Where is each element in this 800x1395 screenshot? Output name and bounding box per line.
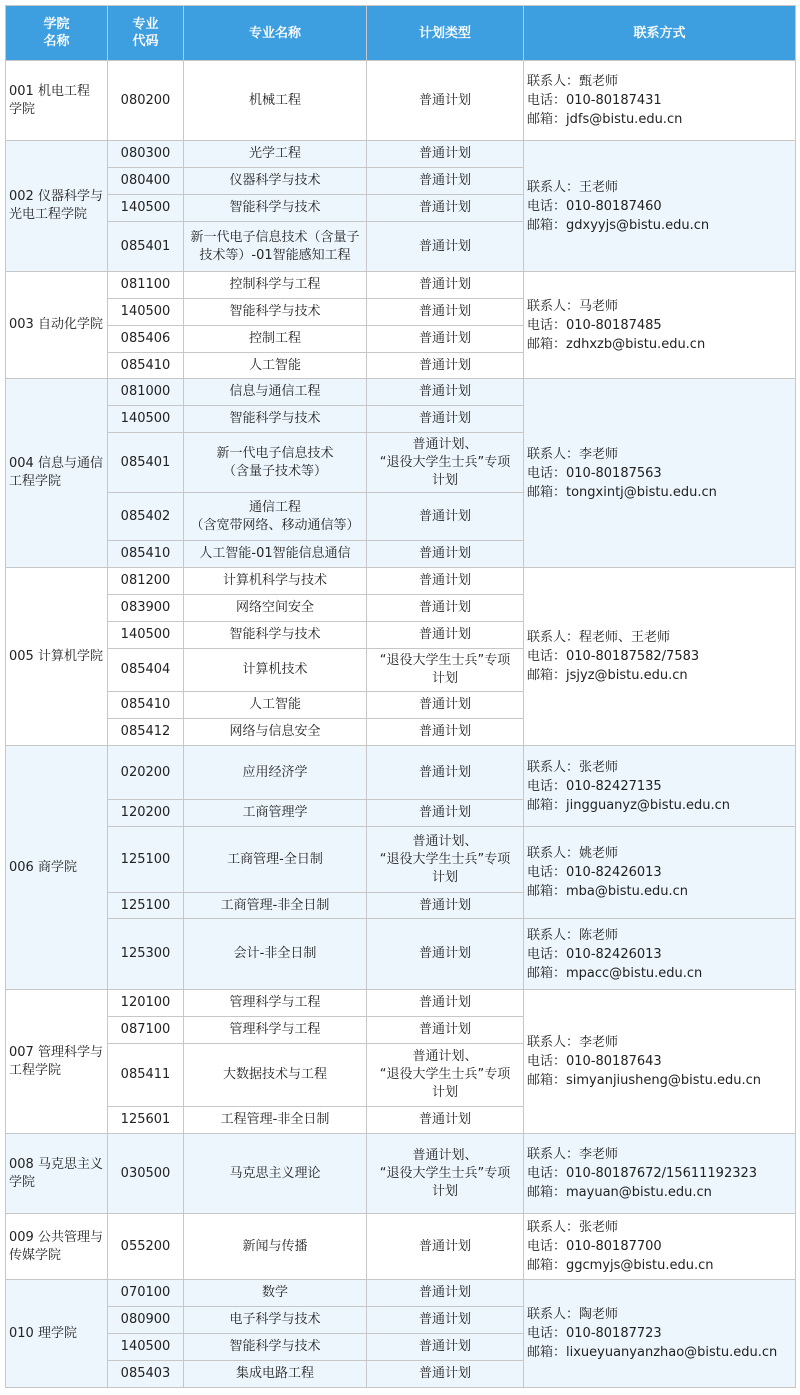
contact-phone: 电话：010-80187582/7583	[527, 649, 700, 664]
header-row	[6, 6, 796, 61]
plan-type: 普通计划	[367, 1017, 524, 1044]
contact-phone: 电话：010-82426013	[527, 865, 662, 880]
major-code: 085412	[108, 719, 184, 746]
plan-type: 普通计划	[367, 272, 524, 299]
major-name: 新闻与传播	[184, 1214, 367, 1280]
plan-type: 普通计划	[367, 195, 524, 222]
plan-type: “退役大学生士兵”专项 计划	[367, 649, 524, 692]
major-code: 085403	[108, 1361, 184, 1388]
contact-info	[524, 746, 796, 827]
major-code: 140500	[108, 622, 184, 649]
contact-email[interactable]: 邮箱：gdxyyjs@bistu.edu.cn	[527, 217, 710, 233]
major-name: 工商管理学	[184, 800, 367, 827]
plan-type: 普通计划、 “退役大学生士兵”专项 计划	[367, 1044, 524, 1107]
plan-type: 普通计划	[367, 800, 524, 827]
contact-info	[524, 990, 796, 1134]
plan-type: 普通计划	[367, 168, 524, 195]
plan-type: 普通计划	[367, 541, 524, 568]
plan-type: 普通计划	[367, 622, 524, 649]
plan-type: 普通计划	[367, 1334, 524, 1361]
plan-type: 普通计划	[367, 61, 524, 141]
major-name: 马克思主义理论	[184, 1134, 367, 1214]
college-name: 003 自动化学院	[6, 272, 108, 379]
major-name: 管理科学与工程	[184, 990, 367, 1017]
contact-email[interactable]: 邮箱：mba@bistu.edu.cn	[527, 884, 688, 899]
major-code: 140500	[108, 1334, 184, 1361]
contact-info	[524, 1214, 796, 1280]
contact-email[interactable]: 邮箱：simyanjiusheng@bistu.edu.cn	[527, 1073, 762, 1088]
contact-email[interactable]: 邮箱：zdhxzb@bistu.edu.cn	[527, 336, 706, 352]
contact-person: 联系人：李老师	[527, 446, 619, 462]
major-name: 工商管理-全日制	[184, 827, 367, 893]
major-code: 085411	[108, 1044, 184, 1107]
major-name: 智能科学与技术	[184, 1334, 367, 1361]
contact-info	[524, 1280, 796, 1388]
contact-phone: 电话：010-80187460	[527, 198, 662, 214]
plan-type: 普通计划	[367, 1107, 524, 1134]
plan-type: 普通计划	[367, 379, 524, 406]
contact-person: 联系人：姚老师	[527, 846, 619, 861]
plan-type: 普通计划、 “退役大学生士兵”专项 计划	[367, 827, 524, 893]
table-row	[6, 746, 796, 800]
major-code: 085410	[108, 353, 184, 379]
contact-person: 联系人：张老师	[527, 759, 619, 775]
contact-email[interactable]: 邮箱：lixueyuanyanzhao@bistu.edu.cn	[527, 1345, 778, 1360]
table-row	[6, 1214, 796, 1280]
plan-type: 普通计划	[367, 326, 524, 353]
college-name: 006 商学院	[6, 746, 108, 990]
contact-email[interactable]: 邮箱：jsjyz@bistu.edu.cn	[527, 668, 688, 683]
major-name: 工商管理-非全日制	[184, 893, 367, 919]
contact-person: 联系人：张老师	[527, 1220, 619, 1235]
major-code: 081200	[108, 568, 184, 595]
college-name: 010 理学院	[6, 1280, 108, 1388]
major-code: 140500	[108, 406, 184, 433]
contact-phone: 电话：010-80187700	[527, 1239, 662, 1254]
contact-person: 联系人：李老师	[527, 1147, 619, 1162]
major-code: 081000	[108, 379, 184, 406]
major-name: 网络空间安全	[184, 595, 367, 622]
contact-phone: 电话：010-80187485	[527, 317, 662, 333]
plan-type: 普通计划	[367, 1361, 524, 1388]
table-row	[6, 272, 796, 299]
admissions-table	[5, 5, 796, 1388]
contact-person: 联系人：陈老师	[527, 927, 619, 943]
contact-info	[524, 568, 796, 746]
contact-phone: 电话：010-80187563	[527, 465, 662, 481]
header-code: 专业 代码	[108, 6, 184, 61]
major-code: 125100	[108, 827, 184, 893]
major-name: 机械工程	[184, 61, 367, 141]
major-name: 仪器科学与技术	[184, 168, 367, 195]
major-code: 085410	[108, 692, 184, 719]
major-code: 125100	[108, 893, 184, 919]
contact-person: 联系人：甄老师	[527, 74, 619, 89]
plan-type: 普通计划	[367, 493, 524, 541]
major-name: 通信工程 （含宽带网络、移动通信等）	[184, 493, 367, 541]
contact-info	[524, 1134, 796, 1214]
contact-email[interactable]: 邮箱：ggcmyjs@bistu.edu.cn	[527, 1258, 714, 1273]
contact-info	[524, 272, 796, 379]
major-code: 120200	[108, 800, 184, 827]
major-name: 新一代电子信息技术 （含量子技术等）	[184, 433, 367, 493]
table-row	[6, 141, 796, 168]
major-name: 计算机科学与技术	[184, 568, 367, 595]
table-row	[6, 1280, 796, 1307]
major-code: 085404	[108, 649, 184, 692]
table-row	[6, 827, 796, 893]
major-code: 055200	[108, 1214, 184, 1280]
contact-phone: 电话：010-82427135	[527, 778, 662, 794]
plan-type: 普通计划	[367, 1214, 524, 1280]
contact-phone: 电话：010-80187672/15611192323	[527, 1166, 758, 1181]
plan-type: 普通计划	[367, 222, 524, 272]
major-name: 网络与信息安全	[184, 719, 367, 746]
plan-type: 普通计划	[367, 141, 524, 168]
table-body	[6, 61, 796, 1388]
major-code: 080400	[108, 168, 184, 195]
major-name: 人工智能-01智能信息通信	[184, 541, 367, 568]
contact-email[interactable]: 邮箱：jingguanyz@bistu.edu.cn	[527, 797, 731, 813]
major-code: 080200	[108, 61, 184, 141]
contact-info	[524, 379, 796, 568]
major-code: 125300	[108, 919, 184, 990]
plan-type: 普通计划	[367, 692, 524, 719]
plan-type: 普通计划	[367, 719, 524, 746]
contact-email[interactable]: 邮箱：tongxintj@bistu.edu.cn	[527, 484, 717, 500]
contact-person: 联系人：马老师	[527, 298, 619, 314]
major-name: 光学工程	[184, 141, 367, 168]
major-code: 085406	[108, 326, 184, 353]
major-code: 140500	[108, 195, 184, 222]
plan-type: 普通计划	[367, 1307, 524, 1334]
college-name: 005 计算机学院	[6, 568, 108, 746]
contact-info	[524, 61, 796, 141]
college-name: 008 马克思主义 学院	[6, 1134, 108, 1214]
contact-phone: 电话：010-82426013	[527, 946, 662, 962]
plan-type: 普通计划	[367, 990, 524, 1017]
plan-type: 普通计划	[367, 568, 524, 595]
header-major: 专业名称	[184, 6, 367, 61]
plan-type: 普通计划、 “退役大学生士兵”专项 计划	[367, 433, 524, 493]
major-name: 新一代电子信息技术（含量子 技术等）-01智能感知工程	[184, 222, 367, 272]
major-code: 085401	[108, 222, 184, 272]
major-name: 控制工程	[184, 326, 367, 353]
plan-type: 普通计划	[367, 299, 524, 326]
plan-type: 普通计划	[367, 893, 524, 919]
college-name: 007 管理科学与 工程学院	[6, 990, 108, 1134]
major-code: 125601	[108, 1107, 184, 1134]
major-name: 控制科学与工程	[184, 272, 367, 299]
contact-email[interactable]: 邮箱：mpacc@bistu.edu.cn	[527, 965, 703, 981]
plan-type: 普通计划	[367, 919, 524, 990]
table-row	[6, 1134, 796, 1214]
major-code: 080300	[108, 141, 184, 168]
major-name: 应用经济学	[184, 746, 367, 800]
contact-person: 联系人：王老师	[527, 179, 619, 195]
major-name: 智能科学与技术	[184, 622, 367, 649]
contact-person: 联系人：陶老师	[527, 1307, 619, 1322]
contact-person: 联系人：程老师、王老师	[527, 630, 671, 645]
contact-info	[524, 141, 796, 272]
plan-type: 普通计划	[367, 406, 524, 433]
major-code: 085410	[108, 541, 184, 568]
plan-type: 普通计划	[367, 1280, 524, 1307]
major-name: 人工智能	[184, 353, 367, 379]
contact-info	[524, 827, 796, 919]
college-name: 004 信息与通信 工程学院	[6, 379, 108, 568]
table-row	[6, 990, 796, 1017]
major-name: 会计-非全日制	[184, 919, 367, 990]
major-code: 080900	[108, 1307, 184, 1334]
contact-email[interactable]: 邮箱：mayuan@bistu.edu.cn	[527, 1185, 712, 1200]
college-name: 001 机电工程 学院	[6, 61, 108, 141]
contact-person: 联系人：李老师	[527, 1035, 619, 1050]
major-name: 智能科学与技术	[184, 406, 367, 433]
major-name: 人工智能	[184, 692, 367, 719]
plan-type: 普通计划、 “退役大学生士兵”专项 计划	[367, 1134, 524, 1214]
major-name: 大数据技术与工程	[184, 1044, 367, 1107]
contact-phone: 电话：010-80187643	[527, 1054, 662, 1069]
major-code: 030500	[108, 1134, 184, 1214]
major-code: 085401	[108, 433, 184, 493]
contact-info	[524, 919, 796, 990]
major-name: 集成电路工程	[184, 1361, 367, 1388]
major-code: 070100	[108, 1280, 184, 1307]
college-name: 002 仪器科学与 光电工程学院	[6, 141, 108, 272]
major-code: 020200	[108, 746, 184, 800]
major-name: 智能科学与技术	[184, 299, 367, 326]
major-name: 电子科学与技术	[184, 1307, 367, 1334]
major-code: 081100	[108, 272, 184, 299]
contact-phone: 电话：010-80187431	[527, 93, 662, 108]
plan-type: 普通计划	[367, 353, 524, 379]
plan-type: 普通计划	[367, 746, 524, 800]
header-contact: 联系方式	[524, 6, 796, 61]
contact-phone: 电话：010-80187723	[527, 1326, 662, 1341]
major-name: 管理科学与工程	[184, 1017, 367, 1044]
major-code: 140500	[108, 299, 184, 326]
major-code: 120100	[108, 990, 184, 1017]
table-row	[6, 568, 796, 595]
table-row	[6, 379, 796, 406]
plan-type: 普通计划	[367, 595, 524, 622]
table-row	[6, 61, 796, 141]
major-code: 083900	[108, 595, 184, 622]
major-name: 智能科学与技术	[184, 195, 367, 222]
major-name: 计算机技术	[184, 649, 367, 692]
contact-email[interactable]: 邮箱：jdfs@bistu.edu.cn	[527, 112, 683, 127]
major-code: 087100	[108, 1017, 184, 1044]
header-college: 学院 名称	[6, 6, 108, 61]
major-code: 085402	[108, 493, 184, 541]
college-name: 009 公共管理与 传媒学院	[6, 1214, 108, 1280]
major-name: 信息与通信工程	[184, 379, 367, 406]
major-name: 工程管理-非全日制	[184, 1107, 367, 1134]
header-plan: 计划类型	[367, 6, 524, 61]
major-name: 数学	[184, 1280, 367, 1307]
table-row	[6, 919, 796, 990]
